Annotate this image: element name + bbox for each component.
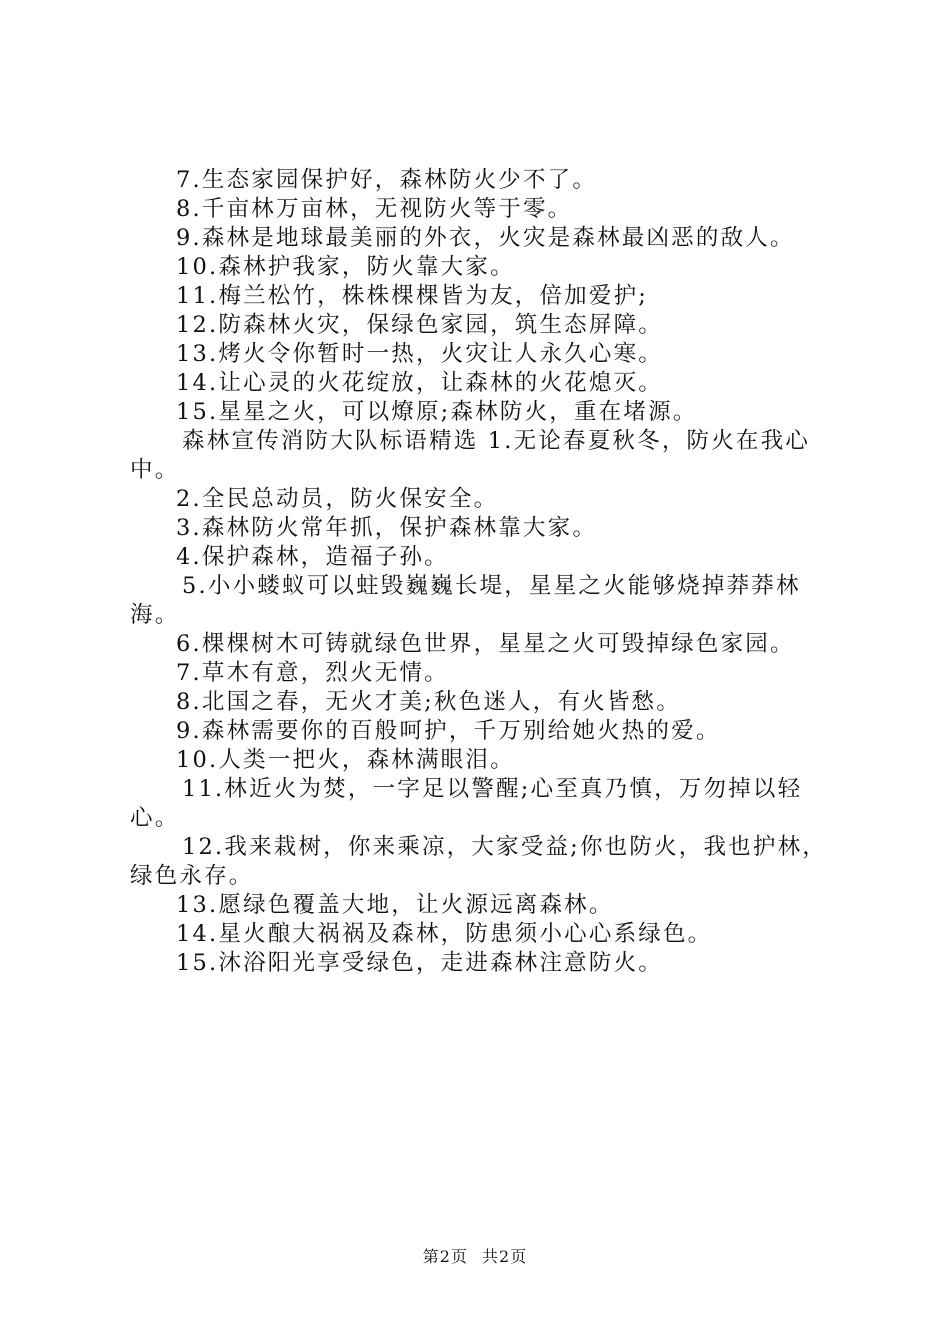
text-line: 12.防森林火灾，保绿色家园，筑生态屏障。 [176, 312, 663, 338]
text-line: 9.森林是地球最美丽的外衣，火灾是森林最凶恶的敌人。 [176, 225, 795, 251]
text-line: 11.梅兰松竹，株株棵棵皆为友，倍加爱护; [176, 283, 649, 309]
text-line: 13.烤火令你暂时一热，火灾让人永久心寒。 [176, 341, 663, 367]
text-line: 11.林近火为焚，一字足以警醒;心至真乃慎，万勿掉以轻 [182, 776, 803, 802]
text-line: 8.北国之春，无火才美;秋色迷人，有火皆愁。 [176, 689, 681, 715]
text-line: 森林宣传消防大队标语精选 1.无论春夏秋冬，防火在我心 [182, 428, 811, 454]
text-line: 2.全民总动员，防火保安全。 [176, 486, 499, 512]
text-line: 7.生态家园保护好，森林防火少不了。 [176, 167, 598, 193]
page-number: 第2页 [422, 1247, 468, 1266]
text-line: 10.人类一把火，森林满眼泪。 [176, 747, 515, 773]
text-line: 7.草木有意，烈火无情。 [176, 660, 449, 686]
text-line: 14.让心灵的火花绽放，让森林的火花熄灭。 [176, 370, 663, 396]
text-line: 14.星火酿大祸祸及森林，防患须小心心系绿色。 [176, 921, 713, 947]
text-line: 6.棵棵树木可铸就绿色世界，星星之火可毁掉绿色家园。 [176, 631, 795, 657]
text-line: 9.森林需要你的百般呵护，千万别给她火热的爱。 [176, 718, 721, 744]
document-body [130, 166, 840, 978]
text-line: 5.小小蝼蚁可以蛀毁巍巍长堤，星星之火能够烧掉莽莽林 [182, 573, 801, 599]
text-line: 绿色永存。 [130, 863, 254, 889]
text-line: 心。 [130, 805, 180, 831]
text-line: 10.森林护我家，防火靠大家。 [176, 254, 515, 280]
page-footer [0, 1244, 950, 1267]
text-line: 15.沐浴阳光享受绿色，走进森林注意防火。 [176, 950, 663, 976]
text-line: 海。 [130, 602, 180, 628]
text-line: 13.愿绿色覆盖大地，让火源远离森林。 [176, 892, 614, 918]
text-line: 12.我来栽树，你来乘凉，大家受益;你也防火，我也护林， [182, 834, 827, 860]
text-line: 中。 [130, 457, 180, 483]
text-line: 4.保护森林，造福子孙。 [176, 544, 449, 570]
text-line: 8.千亩林万亩林，无视防火等于零。 [176, 196, 573, 222]
text-line: 15.星星之火，可以燎原;森林防火，重在堵源。 [176, 399, 698, 425]
text-line: 3.森林防火常年抓，保护森林靠大家。 [176, 515, 598, 541]
page-total: 共2页 [482, 1247, 528, 1266]
